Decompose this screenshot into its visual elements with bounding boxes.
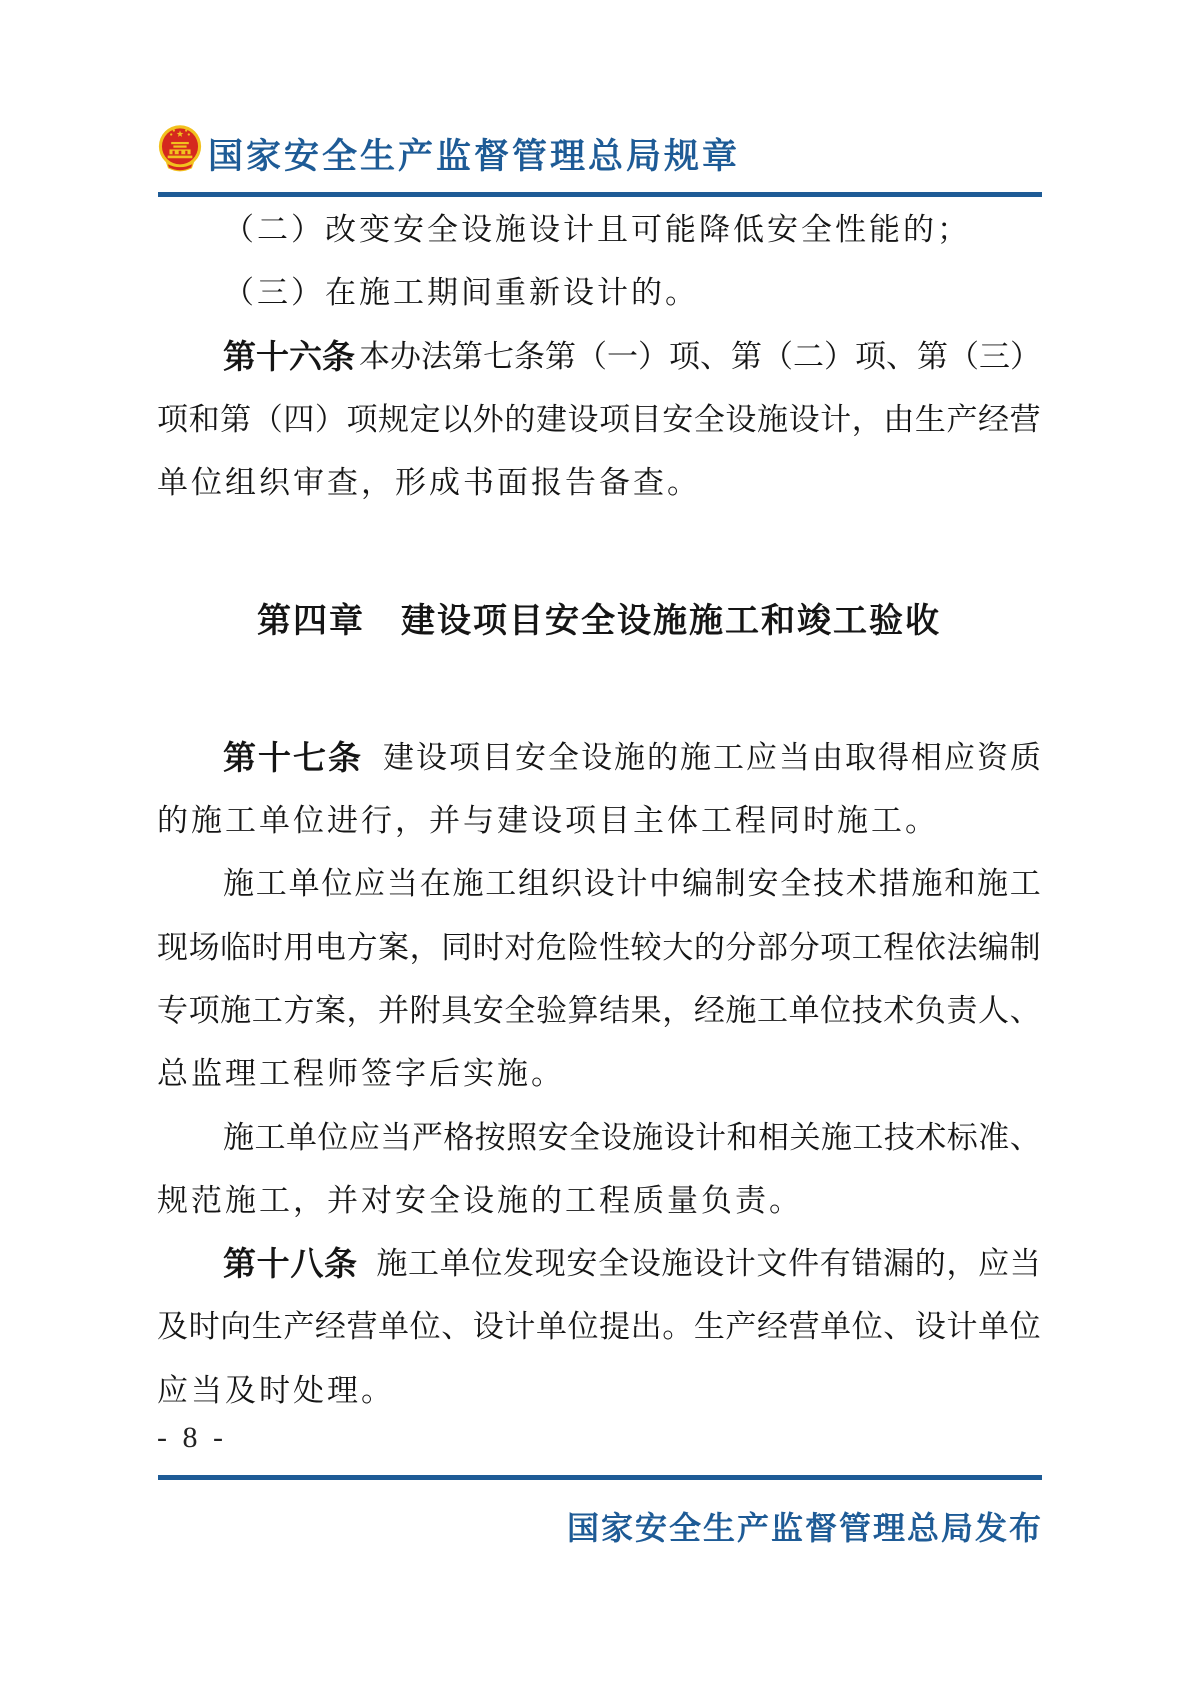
china-national-emblem-icon — [158, 124, 202, 174]
body-line: 专 项 施 工 方 案 ， 并 附 具 安 全 验 算 结 果 ， 经 施 工 单 位 技 术 负 责 人 、 — [157, 992, 1041, 1028]
body-line: 单位组织审查，形成书面报告备查。 — [157, 465, 701, 501]
body-line: （三）在施工期间重新设计的。 — [223, 275, 699, 311]
body-line: 施 工 单 位 应 当 在 施 工 组 织 设 计 中 编 制 安 全 技 术 措 施 和 施 工 — [223, 866, 1041, 902]
body-line: 总监理工程师签字后实施。 — [157, 1056, 565, 1092]
document-body — [157, 198, 1041, 1422]
body-line: 及 时 向 生 产 经 营 单 位 、 设 计 单 位 提 出 。 生 产 经 营 单 位 、 设 计 单 位 — [157, 1309, 1041, 1345]
body-line: 第 十 七 条 建 设 项 目 安 全 设 施 的 施 工 应 当 由 取 得 相 应 资 质 — [223, 738, 1041, 776]
body-line: 项 和 第 （ 四 ） 项 规 定 以 外 的 建 设 项 目 安 全 设 施 设 计 ， 由 生 产 经 营 — [157, 401, 1041, 437]
body-line: 规范施工，并对安全设施的工程质量负责。 — [157, 1182, 803, 1218]
header-rule — [158, 192, 1042, 197]
body-line: 第 十 八 条 施 工 单 位 发 现 安 全 设 施 设 计 文 件 有 错 漏 的 ， 应 当 — [223, 1245, 1041, 1283]
chapter-heading: 第四章 建设项目安全设施施工和竣工验收 — [257, 602, 941, 641]
body-line: 施 工 单 位 应 当 严 格 按 照 安 全 设 施 设 计 和 相 关 施 工 技 术 标 准 、 — [223, 1119, 1041, 1155]
body-line: 的施工单位进行，并与建设项目主体工程同时施工。 — [157, 803, 939, 839]
header-title: 国家安全生产监督管理总局规章 — [208, 137, 741, 176]
body-line: （二）改变安全设施设计且可能降低安全性能的； — [223, 212, 971, 247]
body-line: 应当及时处理。 — [157, 1372, 395, 1408]
body-line: 现 场 临 时 用 电 方 案 ， 同 时 对 危 险 性 较 大 的 分 部 分 项 工 程 依 法 编 制 — [157, 929, 1041, 965]
footer-rule — [158, 1475, 1042, 1480]
page-number: - 8 - — [157, 1421, 227, 1454]
footer-publisher: 国家安全生产监督管理总局发布 — [566, 1510, 1043, 1546]
body-line: 第 十 六 条 本 办 法 第 七 条 第 （ 一 ） 项 、 第 （ 二 ） 项 、 第 （ 三 ） — [223, 337, 1041, 375]
